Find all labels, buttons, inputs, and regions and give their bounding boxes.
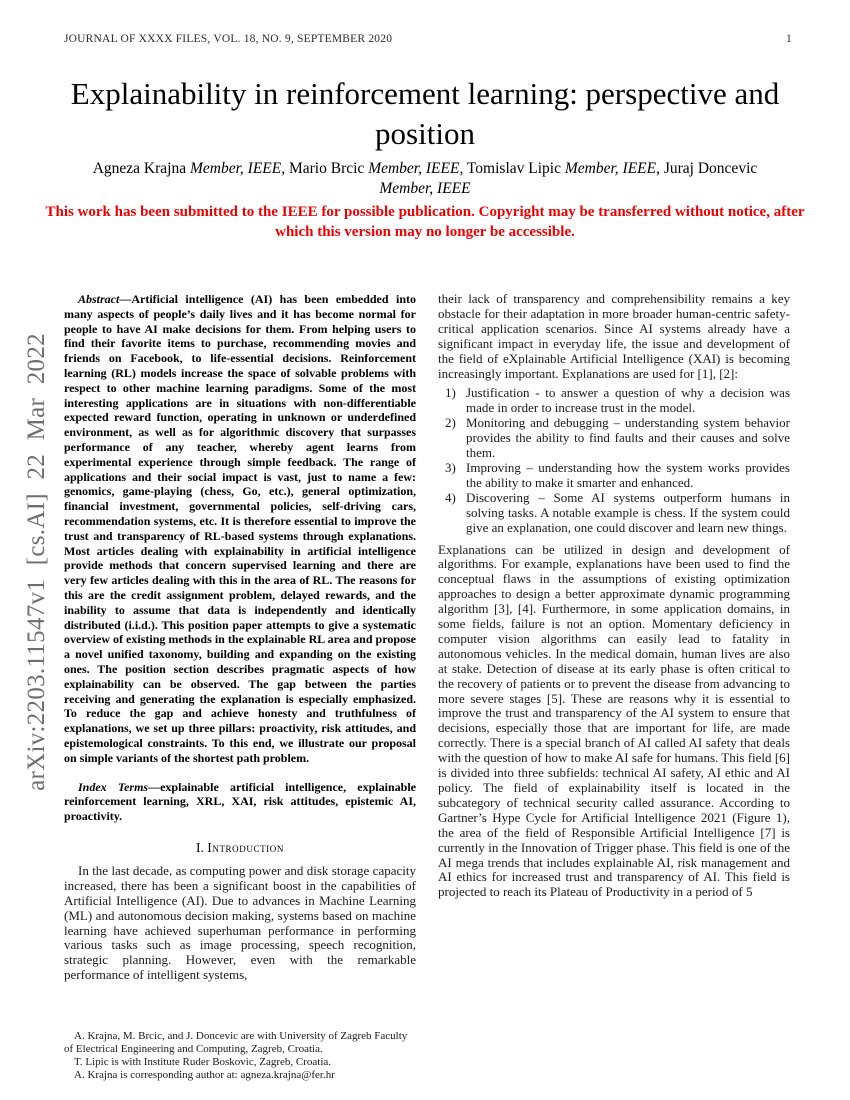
footnote-affiliation-2: T. Lipic is with Institute Ruder Boskovic, Zagreb, Croatia. — [74, 1056, 332, 1068]
list-number: 2) — [445, 415, 456, 431]
list-number: 4) — [445, 489, 456, 505]
list-item-improving — [438, 461, 790, 491]
introduction-paragraph: In the last decade, as computing power and disk storage capacity increased, there has been a significant boost in the capabilities of Artificial Intelligence (AI). Due to advances in Machine Learning (ML) and autonomous decision making, systems based on machine learning have achieved superhuman performance in performing various tasks such as image processing, speech recognition, strategic planning. However, even with the remarkable performance of intelligent systems, — [64, 862, 416, 983]
footnote-affiliation-1: A. Krajna, M. Brcic, and J. Doncevic are with University of Zagreb Faculty of Electrical Engineering and Computing, Zagreb, Croatia. — [64, 1030, 408, 1055]
footnote-corresponding-author: A. Krajna is corresponding author at: agneza.krajna@fer.hr — [74, 1069, 335, 1081]
author-3: Tomislav Lipic Member, IEEE, — [466, 160, 664, 177]
list-text: Discovering – Some AI systems outperform humans in solving tasks. A notable example is chess. If the system could give an explanation, one could discover and learn new things. — [466, 489, 790, 535]
list-item-monitoring — [438, 416, 790, 461]
index-terms-text: explainable artificial intelligence, explainable reinforcement learning, XRL, XAI, risk attitudes, epistemic AI, proactivity. — [64, 779, 416, 824]
list-item-justification — [438, 386, 790, 416]
author-2-role: Member, IEEE — [368, 160, 460, 177]
index-terms: Index Terms—explainable artificial intelligence, explainable reinforcement learning, XRL, XAI, risk attitudes, epistemic AI, proactivity. — [64, 779, 416, 824]
list-number: 3) — [445, 459, 456, 475]
footnotes — [64, 1030, 416, 1082]
section-heading-introduction — [64, 840, 416, 856]
list-number: 1) — [445, 385, 456, 401]
list-item-discovering — [438, 491, 790, 536]
author-4: Juraj Doncevic Member, IEEE — [379, 160, 758, 197]
authors-line — [70, 159, 780, 198]
abstract-text: Artificial intelligence (AI) has been embedded into many aspects of people’s daily lives and it has become normal for people to have AI make decisions for them. From helping users to find their favorite items to purchase, recommending movies and friends on Facebook, to life-essential decisions. Reinforcement learning (RL) models increase the space of solvable problems with respect to other machine learning paradigms. Some of the most interesting applications are in situations with non-differentiable expected reward function, operating in unknown or underdefined environment, as well as for algorithmic discovery that surpasses performance of any teacher, whereby agent learns from experimental experience through simple feedback. The range of applications and their social impact is vast, just to name a few: genomics, game-playing (chess, Go, etc.), general optimization, financial investment, governmental policies, self-driving cars, recommendation systems, etc. It is therefore essential to improve the trust and transparency of RL-based systems through explanations. Most articles dealing with explainability in artificial intelligence provide methods that concern supervised learning and there are very few articles dealing with this in the area of RL. The reasons for this are the credit assignment problem, delayed rewards, and the inability to assume that data is independently and identically distributed (i.i.d.). This position paper attempts to give a systematic overview of existing methods in the explainable RL area and propose a novel unified taxonomy, building and expanding on the existing ones. The position section describes pragmatic aspects of how explainability can be observed. The gap between the parties receiving and generating the explanation is especially emphasized. To reduce the gap and achieve honesty and truthfulness of explanations, we set up three pillars: proactivity, risk attitudes, and epistemological constraints. To this end, we illustrate our proposal on simple variants of the shortest path problem. — [64, 292, 416, 765]
list-text: Improving – understanding how the system works provides the ability to make it smarter and enhanced. — [466, 459, 790, 490]
author-3-role: Member, IEEE — [564, 160, 657, 177]
right-column — [438, 292, 790, 1082]
paper-title: Explainability in reinforcement learning: perspective and position — [70, 76, 780, 151]
running-header — [64, 33, 792, 45]
author-1: Agneza Krajna Member, IEEE, — [92, 160, 289, 177]
abstract-label: Abstract — [78, 292, 120, 306]
submission-notice: This work has been submitted to the IEEE for possible publication. Copyright may be transferred without notice, after which this version may no longer be accessible. — [45, 204, 805, 240]
two-column-body — [64, 292, 790, 1082]
abstract: Abstract—Artificial intelligence (AI) has been embedded into many aspects of people’s daily lives and it has become normal for people to have AI make decisions for them. From helping users to find their favorite items to purchase, recommending movies and friends on Facebook, to life-essential decisions. Reinforcement learning (RL) models increase the space of solvable problems with respect to other machine learning paradigms. Some of the most interesting applications are in situations with non-differentiable expected reward function, operating in unknown or underdefined environment, as well as for algorithmic discovery that surpasses performance of any teacher, whereby agent learns from experimental experience through simple feedback. The range of applications and their social impact is vast, just to name a few: genomics, game-playing (chess, Go, etc.), general optimization, financial investment, governmental policies, self-driving cars, recommendation systems, etc. It is therefore essential to improve the trust and transparency of RL-based systems through explanations. Most articles dealing with explainability in artificial intelligence provide methods that concern supervised learning and there are very few articles dealing with this in the area of RL. The reasons for this are the credit assignment problem, delayed rewards, and the inability to assume that data is independently and identically distributed (i.i.d.). This position paper attempts to give a systematic overview of existing methods in the explainable RL area and propose a novel unified taxonomy, building and expanding on the existing ones. The position section describes pragmatic aspects of how explainability can be observed. The gap between the parties receiving and generating the explanation is especially emphasized. To reduce the gap and achieve honesty and truthfulness of explanations, we set up three pillars: proactivity, risk attitudes, and epistemological constraints. To this end, we illustrate our proposal on simple variants of the shortest path problem. — [64, 292, 416, 765]
index-terms-label: Index Terms — [78, 779, 149, 794]
page-number: 1 — [786, 33, 792, 45]
right-paragraph-1: their lack of transparency and comprehensibility remains a key obstacle for their adaptation in more broader human-centric safety-critical application scenarios. Since AI systems already have a significant impact in everyday life, the issue and development of the field of eXplainable Artificial Intelligence (XAI) is becoming increasingly important. Explanations are used for [1], [2]: — [438, 291, 790, 381]
explanation-uses-list — [438, 386, 790, 535]
author-4-role: Member, IEEE — [379, 179, 471, 197]
author-2: Mario Brcic Member, IEEE, — [288, 160, 467, 177]
right-paragraph-2: Explanations can be utilized in design and development of algorithms. For example, explanations have been used to find the conceptual flaws in the assumptions of existing optimization approaches to design a better approximate dynamic programming algorithm [3], [4]. Furthermore, in some application domains, in some fields, failure is not an option. Momentary deficiency in computer vision algorithms can easily lead to fatality in autonomous vehicles. In the medical domain, human lives are also at stake. Detection of disease at its early phase is often critical to the recovery of patients or to prevent the disease from advancing to more severe stages [5]. These are reasons why it is essential to improve the trust and transparency of the AI system to ensure that decisions, especially those that are important for life, are made correctly. There is a special branch of AI called AI safety that deals with the question of how to make AI safe for humans. This field [6] is divided into three subfields: technical AI safety, AI ethic and AI policy. The field of explainability itself is located in the subcategory of technical security called assurance. According to Gartner’s Hype Cycle for Artificial Intelligence 2021 (Figure 1), the area of the field of Responsible Artificial Intelligence [7] is currently in the Innovation of Trigger phase. This field is one of the AI mega trends that includes explainable AI, risk management and AI ethics for increased trust and transparency of AI. This field is projected to reach its Plateau of Productivity in a period of 5 — [438, 541, 790, 900]
section-number: I. — [196, 839, 204, 855]
list-text: Justification - to answer a question of why a decision was made in order to increase trust in the model. — [466, 385, 790, 416]
arxiv-watermark: arXiv:2203.11547v1 [cs.AI] 22 Mar 2022 — [23, 333, 50, 791]
list-text: Monitoring and debugging – understanding system behavior provides the ability to find faults and their causes and solve them. — [466, 415, 790, 461]
author-1-role: Member, IEEE — [189, 160, 282, 177]
left-column — [64, 292, 416, 1082]
section-title: Introduction — [207, 839, 284, 855]
journal-header-text: JOURNAL OF XXXX FILES, VOL. 18, NO. 9, SEPTEMBER 2020 — [64, 33, 393, 45]
